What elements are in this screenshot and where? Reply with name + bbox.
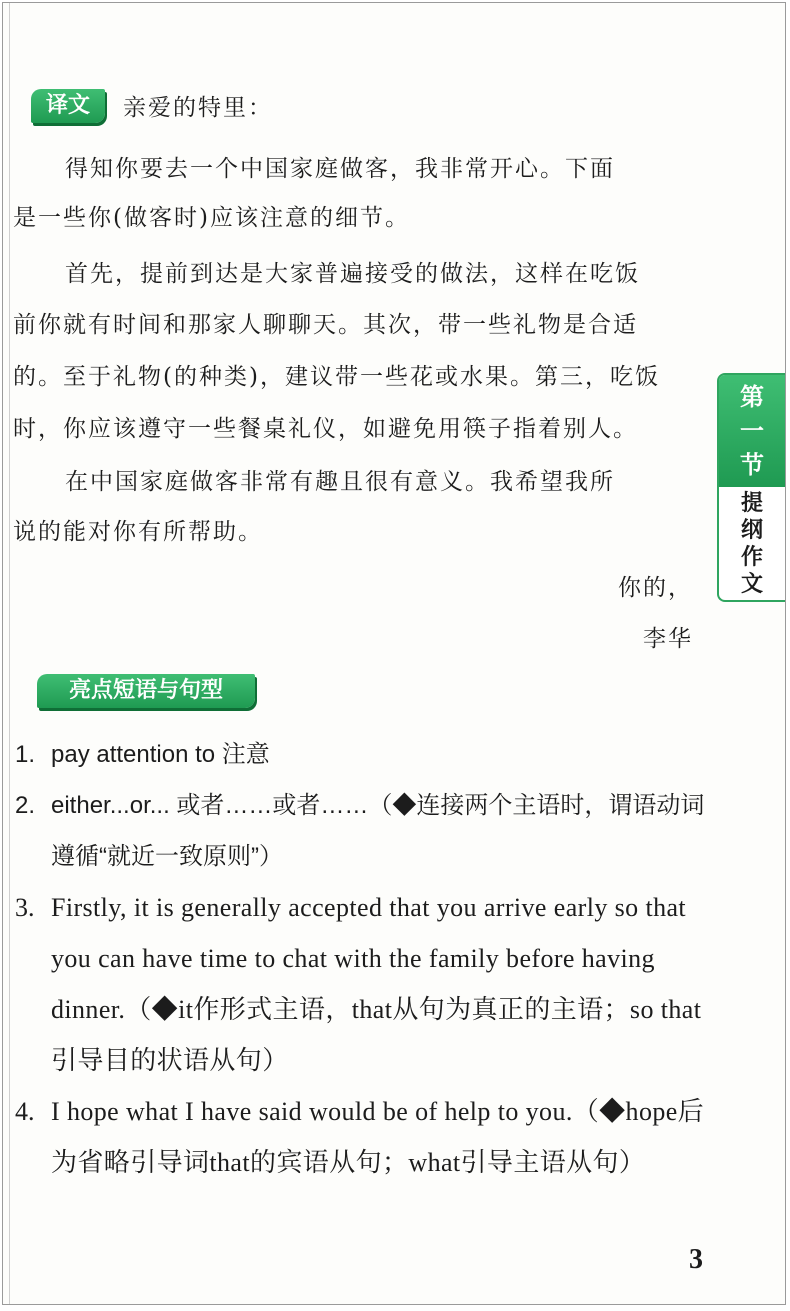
salutation: 亲爱的特里： (123, 95, 273, 121)
paragraph-line: 是一些你(做客时)应该注意的细节。 (13, 205, 410, 231)
item-number: 1. (15, 741, 36, 768)
item-number: 2. (15, 792, 36, 819)
item-text: pay attention to 注意 (51, 741, 270, 768)
item-number: 4. (15, 1097, 35, 1126)
list-item (15, 780, 715, 882)
topic-char: 文 (740, 571, 763, 597)
section-label (719, 375, 785, 487)
item-number: 3. (15, 893, 35, 922)
translation-tag: 译文 (31, 89, 105, 123)
letter-closing: 你的， (618, 575, 693, 601)
list-item (15, 1086, 715, 1188)
paragraph-line: 得知你要去一个中国家庭做客，我非常开心。下面 (65, 156, 615, 182)
section-char: 第 (740, 383, 764, 411)
item-text: either...or... 或者……或者……（◆连接两个主语时，谓语动词遵循“就近一致原则”） (51, 792, 705, 870)
phrases-tag: 亮点短语与句型 (37, 674, 255, 708)
topic-char: 纲 (740, 517, 763, 543)
list-item (15, 882, 715, 1086)
item-text: Firstly, it is generally accepted that you arrive early so that you can have time to chat with the family before having dinner.（◆it作形式主语，that从句为真正的主语；so that引导目的状语从句） (51, 893, 702, 1075)
section-char: 节 (740, 451, 764, 479)
topic-label (719, 487, 785, 600)
paragraph-line: 前你就有时间和那家人聊聊天。其次，带一些礼物是合适 (13, 312, 638, 338)
paragraph-line: 说的能对你有所帮助。 (13, 519, 263, 545)
section-char: 一 (740, 417, 764, 445)
item-text: I hope what I have said would be of help to you.（◆hope后为省略引导词that的宾语从句；what引导主语从句） (51, 1097, 705, 1177)
page-number: 3 (689, 1244, 703, 1275)
list-item (15, 729, 715, 780)
book-page (2, 2, 786, 1305)
paragraph-line: 的。至于礼物(的种类)，建议带一些花或水果。第三，吃饭 (13, 364, 660, 390)
paragraph-line: 时，你应该遵守一些餐桌礼仪，如避免用筷子指着别人。 (13, 416, 638, 442)
topic-char: 作 (740, 544, 763, 570)
paragraph-line: 在中国家庭做客非常有趣且很有意义。我希望我所 (65, 469, 615, 495)
chapter-side-tab (717, 373, 785, 602)
letter-signature: 李华 (643, 626, 693, 652)
gutter-line (9, 3, 10, 1304)
topic-char: 提 (740, 490, 763, 516)
phrase-list (15, 729, 715, 1188)
paragraph-line: 首先，提前到达是大家普遍接受的做法，这样在吃饭 (65, 261, 640, 287)
